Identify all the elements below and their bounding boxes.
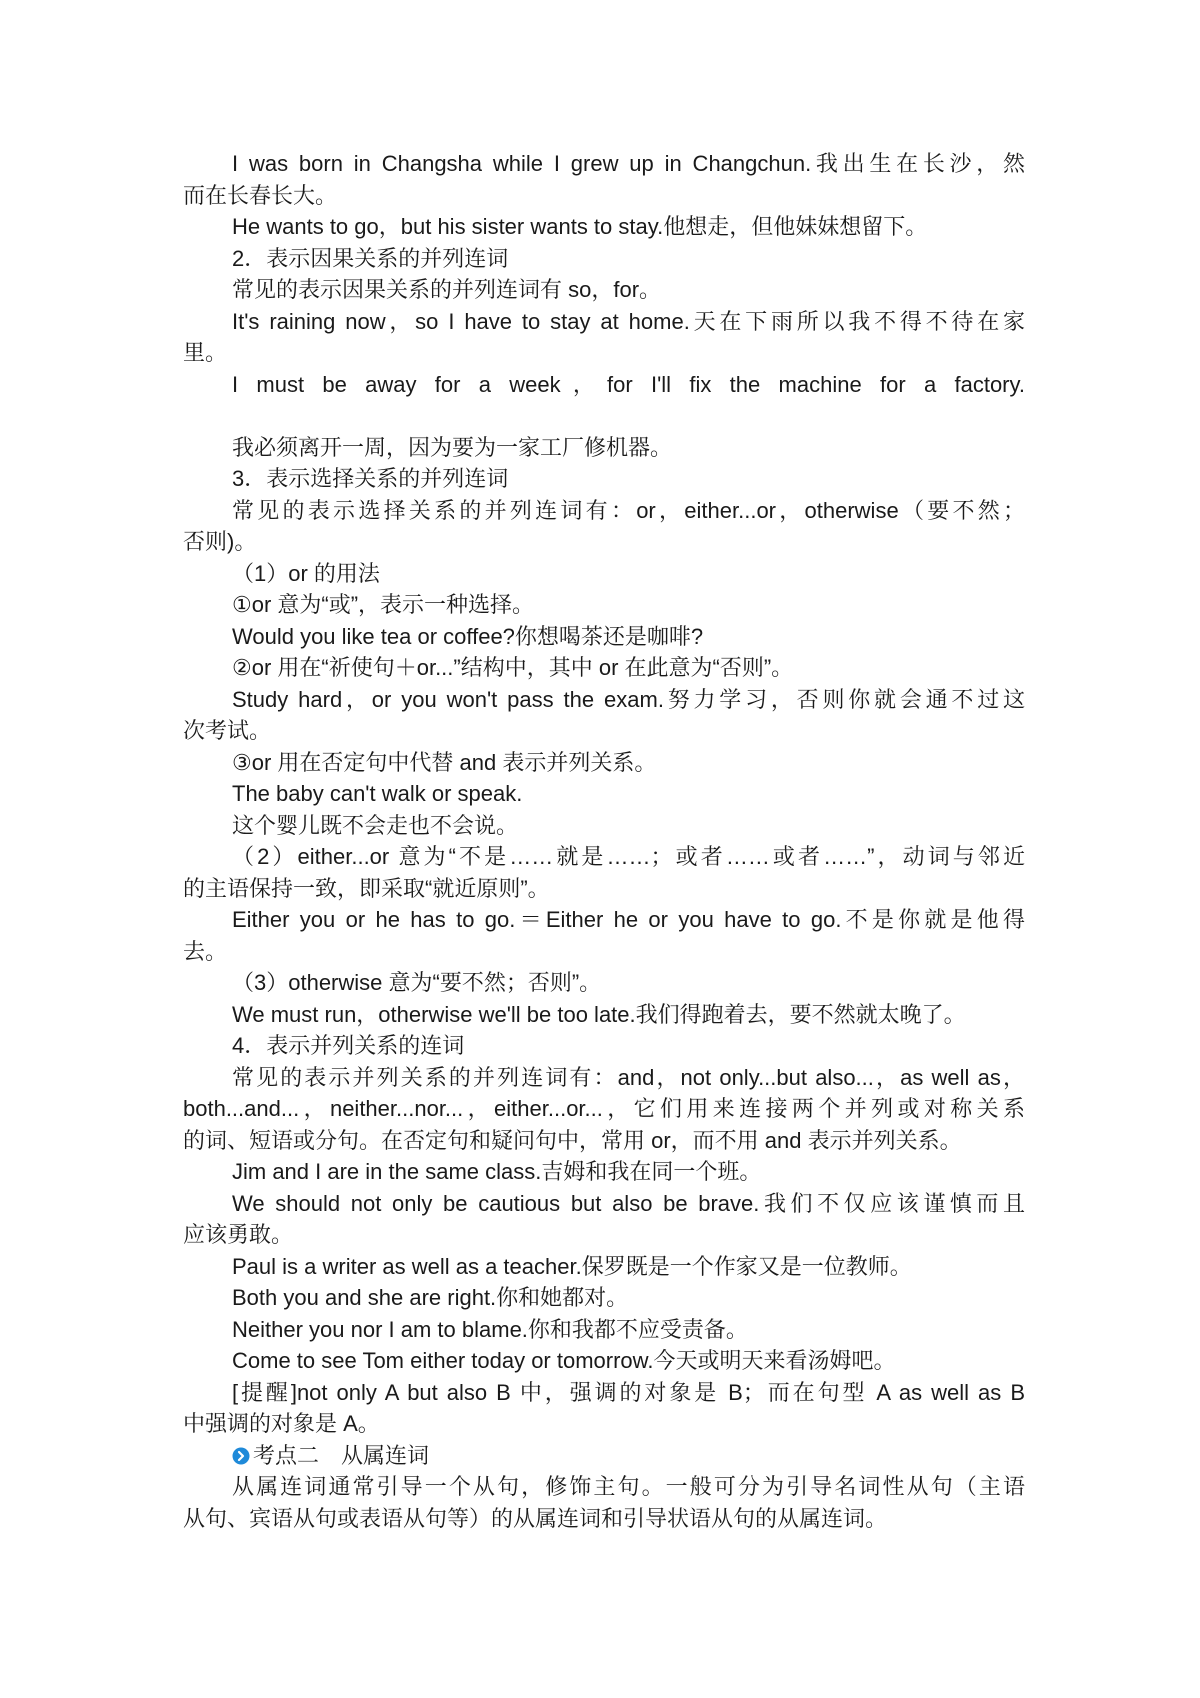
- example-paragraph: [183, 621, 1025, 653]
- text-line: Paul is a writer as well as a teacher.保罗既是一个作家又是一位教师。: [232, 1253, 912, 1279]
- subsection-heading: [183, 841, 1025, 904]
- chevron-right-circle-icon: [232, 1447, 250, 1465]
- exam-point-heading-line: [183, 1440, 1025, 1472]
- translation-paragraph: [183, 810, 1025, 842]
- usage-point: [183, 589, 1025, 621]
- text-line: The baby can't walk or speak.: [232, 781, 523, 806]
- text-line: 的主语保持一致，即采取“就近原则”。: [183, 875, 550, 901]
- example-paragraph: [183, 999, 1025, 1031]
- text-line: ①or 意为“或”，表示一种选择。: [232, 592, 535, 617]
- example-paragraph: [183, 306, 1025, 369]
- text-line: both...and...，neither...nor...，either...or...，它们用来连接两个并列或对称关系: [183, 1096, 1025, 1121]
- exam-point-heading: [183, 1440, 1025, 1472]
- section-heading: [183, 243, 1025, 275]
- text-line: Jim and I are in the same class.吉姆和我在同一个班。: [232, 1159, 762, 1184]
- text-line: 应该勇敢。: [183, 1222, 294, 1247]
- text-line: 我必须离开一周，因为要为一家工厂修机器。: [232, 434, 673, 460]
- example-paragraph: [183, 684, 1025, 747]
- text-line: 从属连词通常引导一个从句，修饰主句。一般可分为引导名词性从句（主语: [232, 1474, 1025, 1499]
- example-paragraph: [183, 369, 1025, 432]
- usage-point: [183, 747, 1025, 779]
- explanation-paragraph: [183, 1062, 1025, 1157]
- section-heading-text: 2．表示因果关系的并列连词: [232, 245, 509, 271]
- text-line: [提醒]not only A but also B 中，强调的对象是 B；而在句型 A as well as B: [232, 1379, 1025, 1405]
- text-line: 的词、短语或分句。在否定句和疑问句中，常用 or，而不用 and 表示并列关系。: [183, 1127, 962, 1153]
- section-heading-text: 3．表示选择关系的并列连词: [232, 466, 509, 491]
- section-heading: [183, 1030, 1025, 1062]
- example-paragraph: [183, 904, 1025, 967]
- example-paragraph: [183, 148, 1025, 211]
- text-line: 这个婴儿既不会走也不会说。: [232, 812, 519, 838]
- translation-paragraph: [183, 432, 1025, 464]
- example-paragraph: [183, 1156, 1025, 1188]
- example-paragraph: [183, 778, 1025, 810]
- text-line: Either you or he has to go.＝Either he or you have to go.不是你就是他得: [232, 907, 1025, 932]
- text-line: Come to see Tom either today or tomorrow.今天或明天来看汤姆吧。: [232, 1348, 896, 1373]
- exam-point-heading-text: 考点二 从属连词: [253, 1442, 430, 1468]
- text-line: 去。: [183, 938, 228, 964]
- text-line: 常见的表示选择关系的并列连词有：or，either...or，otherwise（要不然；: [232, 497, 1025, 523]
- text-line: I was born in Changsha while I grew up in Changchun.我出生在长沙，然: [232, 151, 1025, 176]
- text-line: We must run，otherwise we'll be too late.我们得跑着去，要不然就太晚了。: [232, 1001, 966, 1027]
- example-paragraph: [183, 1314, 1025, 1346]
- text-line: We should not only be cautious but also be brave.我们不仅应该谨慎而且: [232, 1190, 1025, 1216]
- explanation-paragraph: [183, 495, 1025, 558]
- subsection-heading: [183, 558, 1025, 590]
- example-paragraph: [183, 1345, 1025, 1377]
- text-line: 常见的表示因果关系的并列连词有 so，for。: [232, 277, 662, 302]
- text-line: 而在长春长大。: [183, 182, 338, 208]
- text-line: It's raining now，so I have to stay at home.天在下雨所以我不得不待在家: [232, 308, 1025, 334]
- text-line: （3）otherwise 意为“要不然；否则”。: [232, 970, 602, 995]
- text-line: ③or 用在否定句中代替 and 表示并列关系。: [232, 749, 657, 775]
- example-paragraph: [183, 211, 1025, 243]
- subsection-heading: [183, 967, 1025, 999]
- section-heading-text: 4．表示并列关系的连词: [232, 1033, 465, 1058]
- example-paragraph: [183, 1282, 1025, 1314]
- reminder-note: [183, 1377, 1025, 1440]
- blank-line: [183, 400, 1025, 432]
- subsection-heading-text: （1）or 的用法: [232, 560, 380, 586]
- usage-point: [183, 652, 1025, 684]
- text-line: I must be away for a week，for I'll fix the machine for a factory.: [232, 371, 1025, 397]
- explanation-paragraph: [183, 1471, 1025, 1534]
- text-line: Study hard，or you won't pass the exam.努力学习，否则你就会通不过这: [232, 686, 1025, 712]
- example-paragraph: [183, 1251, 1025, 1283]
- explanation-paragraph: [183, 274, 1025, 306]
- text-line: Would you like tea or coffee?你想喝茶还是咖啡?: [232, 623, 704, 649]
- text-line: 里。: [183, 340, 228, 365]
- text-line: He wants to go，but his sister wants to stay.他想走，但他妹妹想留下。: [232, 214, 928, 239]
- text-line: （2）either...or 意为“不是……就是……；或者……或者……”，动词与邻近: [232, 844, 1025, 869]
- text-line: 否则)。: [183, 529, 257, 554]
- text-line: Neither you nor I am to blame.你和我都不应受责备。: [232, 1316, 748, 1342]
- text-line: 从句、宾语从句或表语从句等）的从属连词和引导状语从句的从属连词。: [183, 1505, 888, 1531]
- text-line: 中强调的对象是 A。: [183, 1411, 380, 1436]
- text-line: Both you and she are right.你和她都对。: [232, 1285, 629, 1310]
- section-heading: [183, 463, 1025, 495]
- example-paragraph: [183, 1188, 1025, 1251]
- text-line: ②or 用在“祈使句＋or...”结构中，其中 or 在此意为“否则”。: [232, 655, 794, 680]
- text-line: 常见的表示并列关系的并列连词有：and，not only...but also...，as well as，: [232, 1064, 1025, 1090]
- text-line: 次考试。: [183, 718, 272, 743]
- document-body: [183, 148, 1025, 1534]
